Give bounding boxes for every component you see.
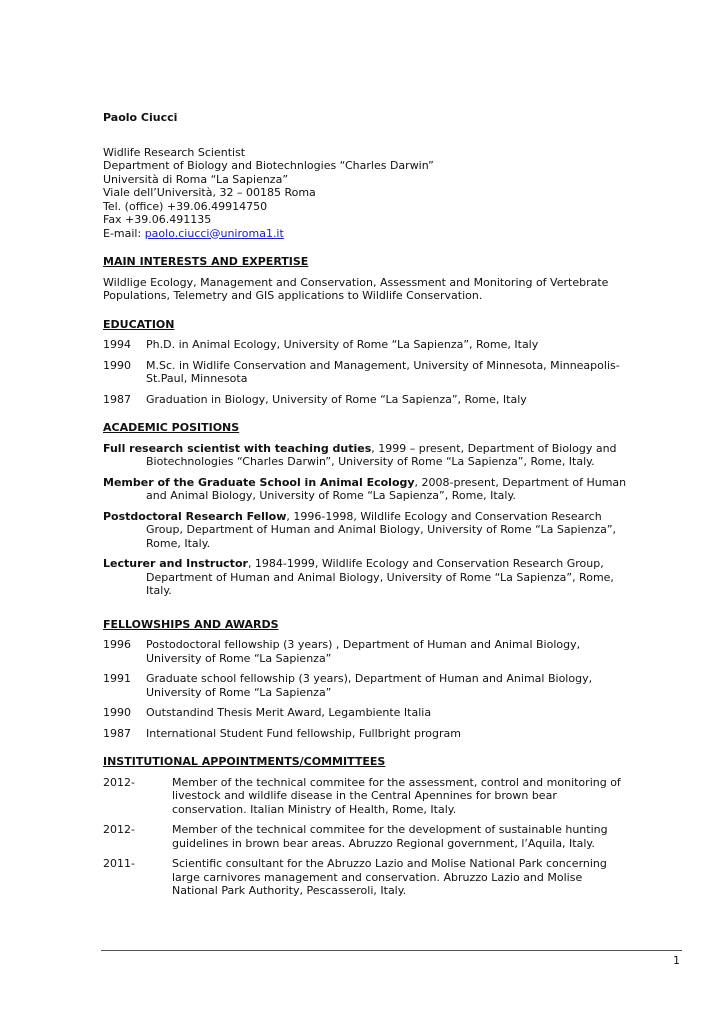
person-name: Paolo Ciucci <box>103 111 178 124</box>
institutional-text: Member of the technical commitee for the assessment, control and monitoring of livestock and wildlife disease in the Central Apennines for brown bear conservation. Italian Ministry of Health, Rome, Italy. <box>172 775 621 816</box>
fellowship-item <box>103 706 628 720</box>
fellowship-year: 1991 <box>103 672 131 685</box>
academic-heading: ACADEMIC POSITIONS <box>103 421 240 434</box>
fellowship-item <box>103 727 628 741</box>
institutional-heading: INSTITUTIONAL APPOINTMENTS/COMMITTEES <box>103 755 386 768</box>
academic-item <box>103 442 628 469</box>
position-title: Postdoctoral Research Fellow <box>103 509 287 523</box>
institutional-year: 2011- <box>103 857 135 870</box>
education-text: Graduation in Biology, University of Rome “La Sapienza”, Rome, Italy <box>146 392 527 406</box>
email-label: E-mail: <box>103 226 145 240</box>
education-year: 1994 <box>103 338 131 351</box>
education-text: M.Sc. in Widlife Conservation and Management, University of Minnesota, Minneapolis-St.Paul, Minnesota <box>146 358 620 385</box>
academic-item <box>103 476 628 503</box>
position-text: , 1984-1999, Wildlife Ecology and Conservation Research Group, Department of Human and Animal Biology, University of Rome “La Sapienza”, Rome, Italy. <box>146 557 614 597</box>
fellowships-list <box>103 638 628 740</box>
education-heading: EDUCATION <box>103 317 175 331</box>
contact-block <box>103 146 628 241</box>
position-title: Lecturer and Instructor <box>103 557 248 570</box>
interests-text: Wildlige Ecology, Management and Conservation, Assessment and Monitoring of Vertebrate Populations, Telemetry and GIS applications to Wildlife Conservation. <box>103 275 609 302</box>
page-number: 1 <box>673 954 680 967</box>
institutional-item <box>103 857 628 898</box>
fellowship-year: 1990 <box>103 706 131 719</box>
job-title: Widlife Research Scientist <box>103 145 246 159</box>
fellowship-text: International Student Fund fellowship, Fullbright program <box>146 726 461 740</box>
fellowship-item <box>103 638 628 665</box>
position-text: , 1999 – present, Department of Biology and Biotechnologies “Charles Darwin”, University of Rome “La Sapienza”, Rome, Italy. <box>146 441 617 468</box>
institutional-year: 2012- <box>103 823 135 836</box>
fellowship-text: Postodoctoral fellowship (3 years) , Department of Human and Animal Biology, University of Rome “La Sapienza” <box>146 638 581 665</box>
fellowship-year: 1987 <box>103 726 131 740</box>
cv-document <box>103 111 628 905</box>
academic-item <box>103 510 628 551</box>
fellowship-item <box>103 672 628 699</box>
university: Università di Roma “La Sapienza” <box>103 172 289 186</box>
position-text: , 1996-1998, Wildlife Ecology and Conservation Research Group, Department of Human and Animal Biology, University of Rome “La Sapienza”, Rome, Italy. <box>146 509 617 550</box>
fax: Fax +39.06.491135 <box>103 213 212 226</box>
education-text: Ph.D. in Animal Ecology, University of Rome “La Sapienza”, Rome, Italy <box>146 338 539 351</box>
education-item <box>103 338 628 352</box>
email-line <box>103 227 628 241</box>
interests-heading: MAIN INTERESTS AND EXPERTISE <box>103 255 309 268</box>
fellowship-text: Graduate school fellowship (3 years), Department of Human and Animal Biology, University of Rome “La Sapienza” <box>146 672 593 699</box>
fellowship-year: 1996 <box>103 638 131 651</box>
education-year: 1987 <box>103 392 131 406</box>
institutional-item <box>103 823 628 850</box>
telephone: Tel. (office) +39.06.49914750 <box>103 199 268 213</box>
email-link[interactable]: paolo.ciucci@uniroma1.it <box>144 226 284 240</box>
education-year: 1990 <box>103 358 131 372</box>
institutional-text: Scientific consultant for the Abruzzo Lazio and Molise National Park concerning large carnivores management and conservation. Abruzzo Lazio and Molise National Park Authority, Pescasseroli, Italy. <box>172 857 607 897</box>
fellowship-text: Outstandind Thesis Merit Award, Legambiente Italia <box>146 706 432 719</box>
footer-divider <box>101 950 682 951</box>
institutional-year: 2012- <box>103 775 135 789</box>
education-item <box>103 359 628 386</box>
department: Department of Biology and Biotechnlogies “Charles Darwin” <box>103 159 434 172</box>
academic-list <box>103 442 628 598</box>
position-text: , 2008-present, Department of Human and Animal Biology, University of Rome “La Sapienza”, Rome, Italy. <box>146 475 627 502</box>
institutional-list <box>103 776 628 898</box>
position-title: Member of the Graduate School in Animal Ecology <box>103 475 415 489</box>
academic-item <box>103 557 628 598</box>
institutional-text: Member of the technical commitee for the development of sustainable hunting guidelines in brown bear areas. Abruzzo Regional government, l’Aquila, Italy. <box>172 823 608 850</box>
position-title: Full research scientist with teaching duties <box>103 441 372 455</box>
education-item <box>103 393 628 407</box>
institutional-item <box>103 776 628 817</box>
address: Viale dell’Università, 32 – 00185 Roma <box>103 186 316 199</box>
education-list <box>103 338 628 406</box>
fellowships-heading: FELLOWSHIPS AND AWARDS <box>103 617 279 631</box>
